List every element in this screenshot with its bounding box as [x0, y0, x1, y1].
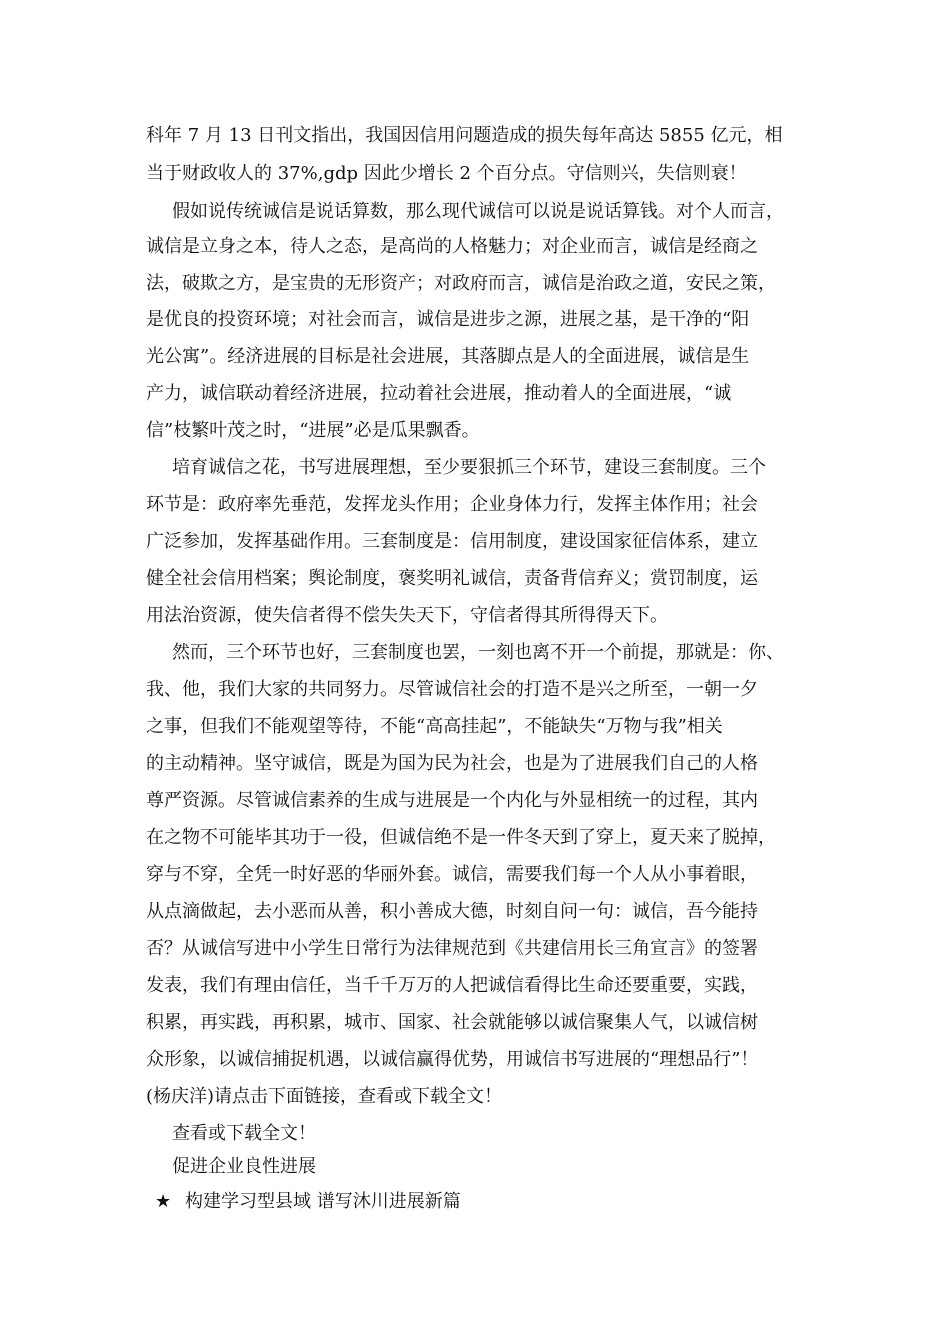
- text-line: 尊严资源。尽管诚信素养的生成与进展是一个内化与外显相统一的过程，其内: [146, 790, 758, 811]
- text-line: 广泛参加，发挥基础作用。三套制度是：信用制度，建设国家征信体系，建立: [146, 531, 758, 552]
- text-line: 法，破欺之方，是宝贵的无形资产；对政府而言，诚信是治政之道，安民之策，: [146, 273, 776, 294]
- text-line: 是优良的投资环境；对社会而言，诚信是进步之源，进展之基，是干净的“阳: [146, 309, 750, 330]
- text-line: 环节是：政府率先垂范，发挥龙头作用；企业身体力行，发挥主体作用；社会: [146, 494, 758, 515]
- link-view-download[interactable]: 查看或下载全文！: [172, 1123, 316, 1144]
- text-line: 发表，我们有理由信任，当千千万万的人把诚信看得比生命还要重要，实践，: [146, 975, 758, 996]
- text-line: 之事，但我们不能观望等待，不能“高高挂起”，不能缺失“万物与我”相关: [146, 716, 723, 737]
- star-icon: ★: [155, 1191, 172, 1212]
- text-line: 从点滴做起，去小恶而从善，积小善成大德，时刻自问一句：诚信，吾今能持: [146, 901, 758, 922]
- text-line: 穿与不穿，全凭一时好恶的华丽外套。诚信，需要我们每一个人从小事着眼，: [146, 864, 758, 885]
- paragraph-start: 培育诚信之花，书写进展理想，至少要狠抓三个环节，建设三套制度。三个: [172, 457, 766, 478]
- text-line: 产力，诚信联动着经济进展，拉动着社会进展，推动着人的全面进展，“诚: [146, 383, 732, 404]
- text-line: 光公寓”。经济进展的目标是社会进展，其落脚点是人的全面进展，诚信是生: [146, 346, 750, 367]
- text-line: 诚信是立身之本，待人之态，是高尚的人格魅力；对企业而言，诚信是经商之: [146, 236, 758, 257]
- text-line: 否？从诚信写进中小学生日常行为法律规范到《共建信用长三角宣言》的签署: [146, 938, 758, 959]
- text-line: 信”枝繁叶茂之时，“进展”必是瓜果飘香。: [146, 420, 480, 441]
- text-line: 用法治资源，使失信者得不偿失失天下，守信者得其所得得天下。: [146, 605, 668, 626]
- related-article-title: 构建学习型县域 谱写沐川进展新篇: [185, 1191, 461, 1212]
- text-line: 我、他，我们大家的共同努力。尽管诚信社会的打造不是兴之所至，一朝一夕: [146, 679, 758, 700]
- text-line: 当于财政收人的 37%,gdp 因此少增长 2 个百分点。守信则兴，失信则衰！: [146, 163, 747, 184]
- text-line: (杨庆洋)请点击下面链接，查看或下载全文！: [146, 1086, 503, 1107]
- text-line: 积累，再实践，再积累，城市、国家、社会就能够以诚信聚集人气，以诚信树: [146, 1012, 758, 1033]
- paragraph-start: 然而，三个环节也好，三套制度也罢，一刻也离不开一个前提，那就是：你、: [172, 642, 784, 663]
- paragraph-start: 假如说传统诚信是说话算数，那么现代诚信可以说是说话算钱。对个人而言，: [172, 201, 784, 222]
- related-article-item[interactable]: [155, 1189, 461, 1215]
- text-line: 科年 7 月 13 日刊文指出，我国因信用问题造成的损失每年高达 5855 亿元，相: [146, 125, 783, 146]
- text-line: 健全社会信用档案；舆论制度，褒奖明礼诚信，责备背信弃义；赏罚制度，运: [146, 568, 758, 589]
- text-line: 众形象，以诚信捕捉机遇，以诚信赢得优势，用诚信书写进展的“理想品行”！: [146, 1049, 759, 1070]
- text-line: 在之物不可能毕其功于一役，但诚信绝不是一件冬天到了穿上，夏天来了脱掉，: [146, 827, 776, 848]
- text-line: 的主动精神。坚守诚信，既是为国为民为社会，也是为了进展我们自己的人格: [146, 753, 758, 774]
- link-promote-enterprise[interactable]: 促进企业良性进展: [172, 1156, 316, 1177]
